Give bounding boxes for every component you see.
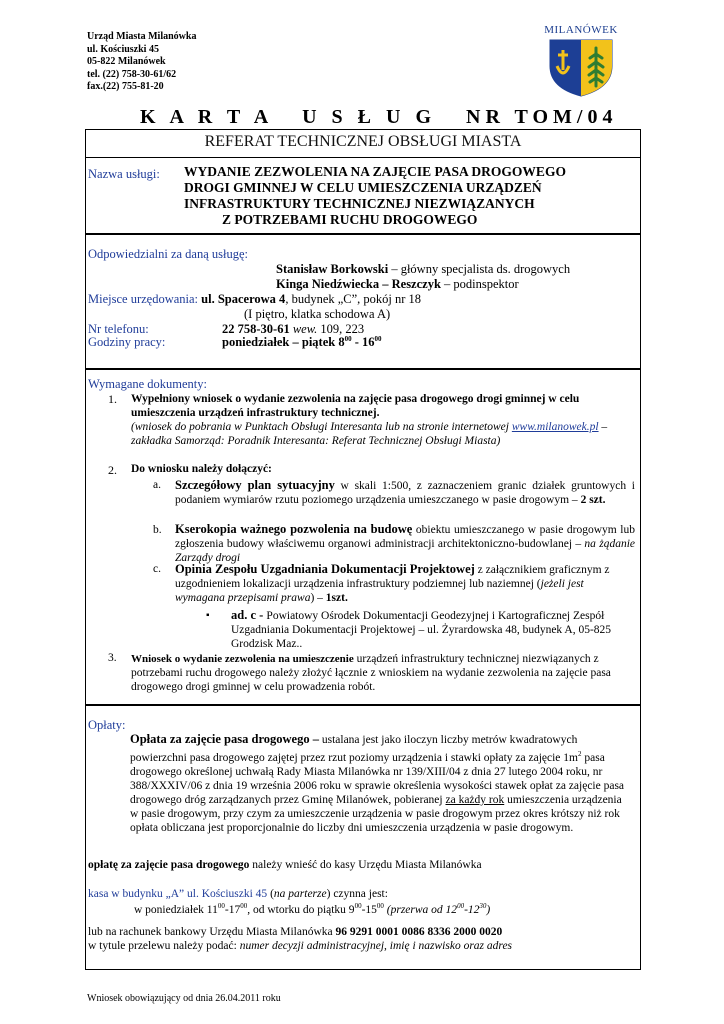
- hours-from: 8: [338, 335, 345, 350]
- workplace: [88, 292, 421, 307]
- item-1-text: Wypełniony wniosek o wydanie zezwolenia na zajęcie pasa drogowego drogi gminnej w celu umieszczenia urządzeń infrastruktury technicznej.: [131, 393, 580, 419]
- service-label: Nazwa usługi:: [88, 167, 160, 181]
- footer-note: Wniosek obowiązujący od dnia 26.04.2011 roku: [87, 993, 281, 1004]
- sub-c-note: jeżeli jest wymagana przepisami prawa: [175, 578, 584, 604]
- bullet-icon: ▪: [206, 610, 210, 621]
- item-2-number: 2.: [108, 463, 117, 477]
- cash-desk: [88, 888, 388, 900]
- cash-hours-tue-fri: , od wtorku do piątku 9: [247, 903, 355, 916]
- fee-title: Opłata za zajęcie pasa drogowego –: [130, 732, 319, 746]
- sub-b-note: na żądanie Zarządy drogi: [175, 538, 635, 564]
- service-section: [85, 157, 641, 234]
- payment-title: opłatę za zajęcie pasa drogowego: [88, 859, 250, 871]
- fee-text-end: umieszczenia urządzenia w pasie drogowym, przy czym za umieszczenie urządzenia w pasie drogowym przez okres krótszy niż rok opłata obliczana jest proporcjonalnie do liczby dni umieszczenia urządzenia w pasie drogowym.: [130, 793, 622, 834]
- payment-instruction: [88, 859, 482, 871]
- hours-label: Godziny pracy:: [88, 335, 166, 350]
- transfer-text: w tytule przelewu należy podać:: [88, 940, 240, 952]
- sub-c-title: Opinia Zespołu Uzgadniania Dokumentacji Projektowej: [175, 562, 475, 576]
- workplace-label: Miejsce urzędowania:: [88, 292, 199, 306]
- person-1-role: – główny specjalista ds. drogowych: [388, 262, 571, 276]
- document-item-b: [175, 522, 635, 565]
- sub-a-title: Szczegółowy plan sytuacyjny: [175, 478, 335, 492]
- cash-hours-sup: 00: [354, 902, 362, 910]
- cash-hours-sup: 00: [376, 902, 384, 910]
- cash-hours-mon: w poniedziałek 11: [134, 903, 218, 916]
- cash-paren: (: [267, 888, 274, 900]
- office-name: Urząd Miasta Milanówka: [87, 31, 197, 42]
- document-item-a: [175, 478, 635, 507]
- coat-of-arms-icon: [540, 36, 622, 98]
- cash-break: (przerwa od 12: [383, 903, 458, 916]
- document-note-adc: [231, 608, 631, 651]
- cash-open: ) czynna jest:: [326, 888, 388, 900]
- item-3-title: Wniosek o wydanie zezwolenia na umieszczenie: [131, 653, 354, 665]
- office-street: ul. Kościuszki 45: [87, 43, 159, 55]
- sub-c-count: 1szt.: [325, 592, 348, 604]
- fees-label: Opłaty:: [88, 718, 126, 732]
- workplace-street: ul. Spacerowa 4: [201, 292, 286, 306]
- cash-location: kasa w budynku „A” ul. Kościuszki 45: [88, 888, 268, 900]
- sub-a-count: 2 szt.: [580, 494, 606, 506]
- office-fax: fax.(22) 755-81-20: [87, 81, 164, 92]
- bank-account: [88, 926, 502, 938]
- document-item-3: [131, 652, 631, 694]
- phone-number: 22 758-30-61: [222, 322, 290, 336]
- fee-sup: 2: [577, 750, 582, 758]
- cash-break-end: -12: [464, 903, 480, 916]
- item-1-note-end: – zakładka Samorząd: Poradnik Interesanta: Referat Technicznej Obsługi Miasta): [131, 421, 608, 447]
- cash-hours: [134, 902, 490, 916]
- person-1-name: Stanisław Borkowski: [276, 262, 389, 276]
- hours-time: [338, 335, 381, 349]
- logo-title: MILANÓWEK: [544, 24, 618, 36]
- page-title: K A R T A U S Ł U G NR TOM/04: [140, 106, 618, 128]
- fee-description: [130, 732, 630, 835]
- cash-break-close: ): [486, 903, 491, 916]
- item-2-text: Do wniosku należy dołączyć:: [131, 463, 272, 475]
- sub-b-text: obiektu umieszczanego w pasie drogowym lub zgłoszenia budowy właściwemu organowi administracji architektoniczno-budowlanej –: [175, 524, 635, 550]
- office-address: [87, 31, 196, 94]
- hours-to: - 16: [351, 335, 375, 350]
- responsible-label: Odpowiedzialni za daną usługę:: [88, 247, 249, 261]
- hours-row: [88, 335, 382, 350]
- service-name-line: INFRASTRUKTURY TECHNICZNEJ NIEZWIĄZANYCH: [184, 196, 535, 211]
- fees-section: [85, 705, 641, 970]
- person-1: [276, 262, 570, 277]
- fee-text: ustalana jest jako iloczyn liczby metrów kwadratowych powierzchni pasa drogowego zajętej przez rzut poziomy urządzenia i stawki opłaty za zajęcie 1m: [130, 734, 578, 764]
- cash-break-sup: 30: [479, 902, 487, 910]
- hours-days: poniedziałek – piątek: [222, 335, 336, 350]
- sub-a-text: w skali 1:500, z zaznaczeniem granic działek gruntowych i podaniem wymiarów rzutu poziomego urządzenia umieszczanego w pasie drogowym –: [175, 480, 635, 506]
- cash-hours-sup: 00: [240, 902, 248, 910]
- item-3-text: urządzeń infrastruktury technicznej niezwiązanych z potrzebami ruchu drogowego należy złożyć łącznie z wnioskiem na wydanie zezwolenia na zajęcie pasa drogowego drogi gminnej w celu prowadzenia robót.: [131, 653, 611, 693]
- item-1-number: 1.: [108, 392, 117, 406]
- cash-hours-mon-end: -17: [224, 903, 241, 916]
- documents-label: Wymagane dokumenty:: [88, 377, 208, 391]
- item-1-note: (wniosek do pobrania w Punktach Obsługi Interesanta lub na stronie internetowej: [131, 421, 512, 433]
- service-name-line: WYDANIE ZEZWOLENIA NA ZAJĘCIE PASA DROGOWEGO: [184, 164, 566, 179]
- adc-label: ad. c -: [231, 608, 267, 622]
- sub-c-text: z załącznikiem graficznym z uzgodnieniem lokalizacji urządzenia infrastruktury podziemnej lub naziemnej (: [175, 564, 610, 590]
- service-name: [184, 164, 566, 228]
- person-2-role: – podinspektor: [440, 277, 519, 291]
- transfer-details: numer decyzji administracyjnej, imię i nazwisko oraz adres: [239, 940, 513, 952]
- sub-b-title: Kserokopia ważnego pozwolenia na budowę: [175, 522, 413, 536]
- service-name-line: DROGI GMINNEJ W CELU UMIESZCZENIA URZĄDZEŃ: [184, 180, 542, 195]
- item-3-number: 3.: [108, 652, 117, 664]
- responsible-section: [85, 234, 641, 369]
- workplace-building: , budynek „C”, pokój nr 18: [285, 292, 422, 306]
- transfer-title: [88, 940, 512, 952]
- bank-number: 96 9291 0001 0086 8336 2000 0020: [335, 926, 503, 938]
- office-postal: 05-822 Milanówek: [87, 56, 166, 67]
- cash-break-sup: 00: [457, 902, 465, 910]
- fee-per-year: za każdy rok: [445, 793, 505, 806]
- cash-hours-tue-fri-end: -15: [361, 903, 377, 916]
- workplace-floor: (I piętro, klatka schodowa A): [244, 307, 391, 321]
- city-logo: [540, 24, 622, 102]
- document-item-1: [131, 392, 631, 448]
- sub-b-mark: b.: [153, 524, 162, 536]
- hours-from-sup: 00: [344, 335, 352, 343]
- phone-ext: 109, 223: [317, 322, 365, 336]
- department-header: REFERAT TECHNICZNEJ OBSŁUGI MIASTA: [85, 129, 641, 158]
- person-2: [276, 277, 519, 292]
- office-phone: tel. (22) 758-30-61/62: [87, 68, 177, 80]
- sub-a-mark: a.: [153, 479, 161, 491]
- phone-ext-label: wew.: [292, 322, 318, 336]
- fee-text-resolutions: pasa drogowego określonej uchwałą Rady Miasta Milanówka nr 139/XIII/04 z dnia 27 lutego 2004 roku, nr 388/XXXIV/06 z dnia 19 września 2006 roku w sprawie określenia wysokości stawek opłat za zajęcie pasa drogowego dróg zarządzanych przez Gminę Milanówek, pobieranej: [130, 751, 625, 806]
- phone-label: Nr telefonu:: [88, 322, 149, 336]
- sub-c-mark: c.: [153, 563, 161, 575]
- person-2-name: Kinga Niedźwiecka – Reszczyk: [276, 277, 441, 291]
- website-link[interactable]: www.milanowek.pl: [511, 421, 599, 433]
- service-name-line: Z POTRZEBAMI RUCHU DROGOWEGO: [222, 212, 478, 227]
- cash-floor: na parterze: [273, 888, 327, 900]
- adc-text: Powiatowy Ośrodek Dokumentacji Geodezyjnej i Kartograficznej Zespół Uzgadniania Dokumentacji Projektowej – ul. Żyrardowska 48, budynek A, 05-825 Grodzisk Maz..: [231, 610, 612, 650]
- document-item-c: [175, 562, 635, 605]
- cash-hours-sup: 00: [217, 902, 225, 910]
- bank-text: lub na rachunek bankowy Urzędu Miasta Milanówka: [88, 926, 336, 938]
- sub-c-end: ) –: [310, 592, 326, 604]
- payment-text: należy wnieść do kasy Urzędu Miasta Milanówka: [249, 859, 482, 871]
- documents-section: [85, 369, 641, 705]
- hours-to-sup: 00: [374, 335, 382, 343]
